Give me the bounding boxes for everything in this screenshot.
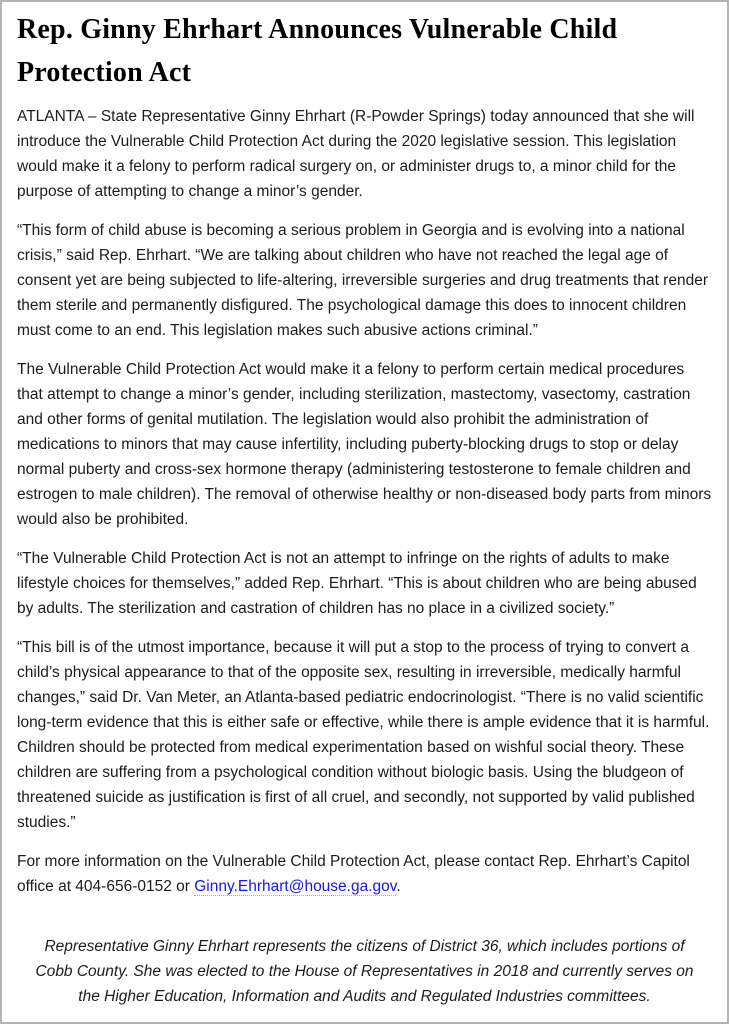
page-title: Rep. Ginny Ehrhart Announces Vulnerable Child Protection Act	[17, 14, 618, 88]
contact-text-after: .	[396, 878, 401, 895]
contact-text-before: For more information on the Vulnerable Child Protection Act, please contact Rep. Ehrhart’s Capitol office at 404-656-0152 or	[17, 853, 690, 895]
email-link[interactable]: Ginny.Ehrhart@house.ga.gov	[194, 878, 397, 895]
paragraph-contact	[17, 849, 712, 899]
paragraph-quote-van-meter: “This bill is of the utmost importance, because it will put a stop to the process of trying to convert a child’s physical appearance to that of the opposite sex, resulting in irreversible, medically harmful changes,” said Dr. Van Meter, an Atlanta-based pediatric endocrinologist. “There is no valid scientific long-term evidence that this is either safe or effective, while there is ample evidence that it is harmful. Children should be protected from medical experimentation based on wishful social theory. These children are suffering from a psychological condition without biologic basis. Using the bludgeon of threatened suicide as justification is first of all cruel, and secondly, not supported by valid published studies.”	[17, 639, 710, 831]
paragraph-act-details: The Vulnerable Child Protection Act would make it a felony to perform certain medical procedures that attempt to change a minor’s gender, including sterilization, mastectomy, vasectomy, castration and other forms of genital mutilation. The legislation would also prohibit the administration of medications to minors that may cause infertility, including puberty-blocking drugs to stop or delay normal puberty and cross-sex hormone therapy (administering testosterone to female children and estrogen to male children). The removal of otherwise healthy or non-diseased body parts from minors would also be prohibited.	[17, 361, 712, 528]
paragraph-announcement: ATLANTA – State Representative Ginny Ehrhart (R-Powder Springs) today announced that she will introduce the Vulnerable Child Protection Act during the 2020 legislative session. This legislation would make it a felony to perform radical surgery on, or administer drugs to, a minor child for the purpose of attempting to change a minor’s gender.	[17, 108, 695, 200]
paragraph-quote-child-abuse: “This form of child abuse is becoming a serious problem in Georgia and is evolving into a national crisis,” said Rep. Ehrhart. “We are talking about children who have not reached the legal age of consent yet are being subjected to life-altering, irreversible surgeries and drug treatments that render them sterile and permanently disfigured. The psychological damage this does to innocent children must come to an end. This legislation makes such abusive actions criminal.”	[17, 222, 708, 339]
footer-note: Representative Ginny Ehrhart represents the citizens of District 36, which includes portions of Cobb County. She was elected to the House of Representatives in 2018 and currently serves on the Higher Education, Information and Audits and Regulated Industries committees.	[35, 938, 694, 1005]
paragraph-quote-adult-rights: “The Vulnerable Child Protection Act is not an attempt to infringe on the rights of adults to make lifestyle choices for themselves,” added Rep. Ehrhart. “This is about children who are being abused by adults. The sterilization and castration of children has no place in a civilized society.”	[17, 550, 697, 617]
